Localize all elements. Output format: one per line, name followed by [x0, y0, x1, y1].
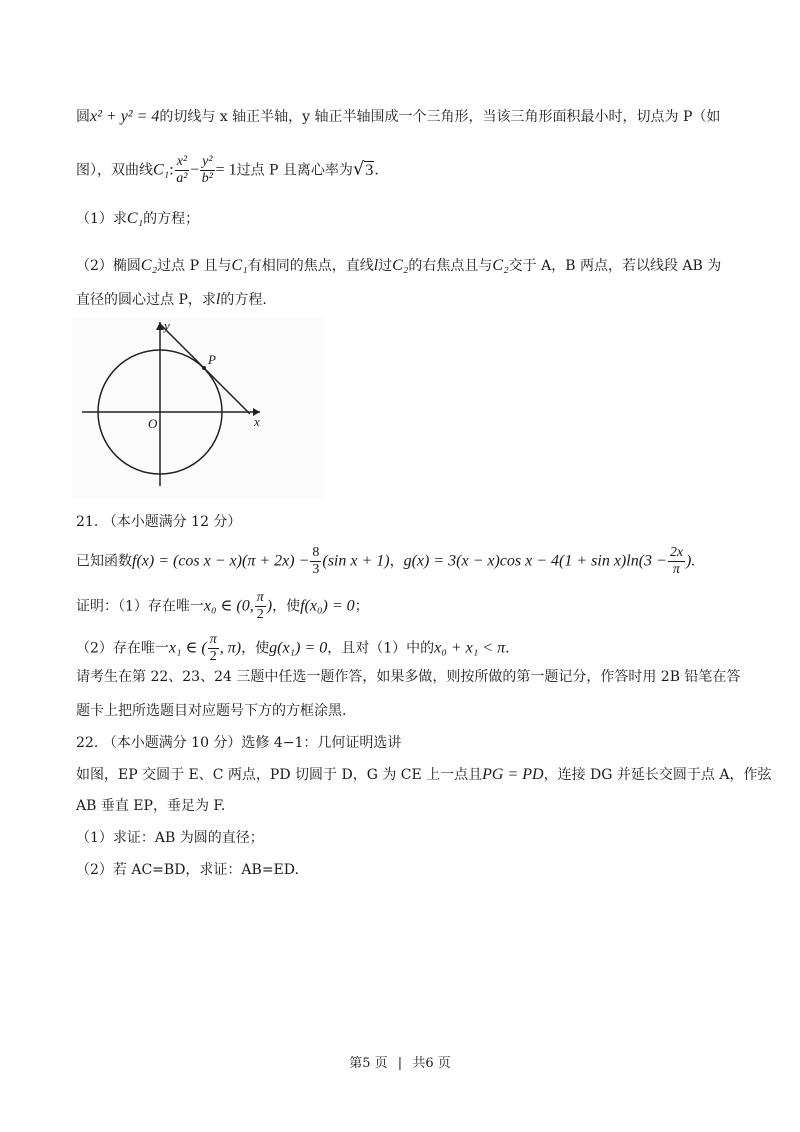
text: 的方程； [143, 211, 200, 227]
text: （2）存在唯一 [76, 640, 169, 657]
text: 题卡上把所选题目对应题号下方的方框涂黑. [76, 703, 347, 719]
instructions-line1 [76, 666, 740, 688]
text: ，使 [241, 640, 270, 657]
text: 直径的圆心过点 P，求 [76, 292, 216, 308]
q20-line2: 图），双曲线C₁: $\frac{\text{x²}}{\text{a²}}$ − $\frac{\text{y²}}{\text{b²}}$ = 1过点 P 且离心率为√3. [76, 154, 379, 186]
text: ； [354, 598, 369, 615]
text: 的方程. [220, 292, 267, 308]
q22-line2 [76, 795, 740, 817]
math-c2: C₂ [492, 257, 509, 274]
text: . [505, 640, 510, 657]
q22-header [76, 732, 740, 754]
q21-proof2 [76, 632, 740, 665]
text: ，连接 DG 并延长交圆于点 A，作弦 [543, 767, 772, 783]
text: ，且对（1）中的 [327, 640, 435, 657]
circle-tangent-figure [72, 318, 324, 498]
denominator: 2 [209, 649, 217, 664]
text: 如图，EP 交圆于 E、C 两点，PD 切圆于 D，G 为 CE 上一点且 [76, 767, 483, 783]
x1-interval: x₁ ∈ ( [168, 639, 207, 657]
text: （2）椭圆 [76, 258, 141, 274]
numerator: y² [202, 154, 213, 169]
label-y: y [164, 318, 170, 333]
fraction-x2-a2 [175, 154, 189, 187]
fraction-y2-b2 [200, 154, 214, 187]
text: 请考生在第 22、23、24 三题中任选一题作答，如果多做，则按所做的第一题记分，作答时用 2B 铅笔在答 [76, 669, 741, 685]
fraction-2x-pi [668, 545, 685, 578]
text: 过点 P 且离心率为 [236, 162, 353, 179]
math-c2: C₂ [392, 257, 409, 274]
math-c1: C₁ [231, 257, 248, 274]
text: ， [389, 553, 404, 570]
text: 交于 A，B 两点，若以线段 AB 为 [508, 258, 722, 274]
text: 圆 [76, 109, 90, 125]
math-c2: C₂ [140, 257, 158, 274]
equation-rhs: = 1 [215, 161, 237, 179]
figure-background [72, 318, 324, 498]
text: 图），双曲线 [76, 162, 153, 179]
denominator: 3 [312, 562, 320, 577]
figure-svg [72, 318, 324, 498]
page-number: 第5 页 [349, 1056, 388, 1071]
q22-part1 [76, 827, 740, 849]
q21-proof1 [76, 590, 740, 623]
q22-part2 [76, 859, 740, 881]
numerator: π [209, 632, 217, 647]
numerator: 2x [669, 545, 684, 560]
page-total: 共6 页 [412, 1056, 451, 1071]
text: 有相同的焦点，直线 [247, 258, 374, 274]
f-definition: f(x) = (cos x − x)(π + 2x) − [132, 552, 310, 570]
math-c1: C₁ [126, 210, 144, 227]
f-x0-eq: f(x₀) = 0 [300, 597, 355, 615]
math-l: l [215, 291, 221, 308]
numerator: x² [176, 154, 188, 169]
question-header: 21. （本小题满分 12 分） [76, 514, 242, 530]
point-p [202, 366, 206, 370]
hyperbola-name: C₁ [153, 161, 170, 179]
sqrt-value: 3 [365, 161, 374, 179]
page-footer [0, 1052, 800, 1071]
label-o: O [148, 416, 158, 431]
instructions-line2 [76, 700, 740, 722]
q20-part2-line1 [76, 255, 740, 277]
text: 已知函数 [76, 553, 132, 570]
fraction-pi-2 [208, 632, 219, 665]
q20-part1 [76, 208, 740, 230]
x0-interval-close: ) [266, 597, 273, 615]
text: 过 [378, 258, 393, 274]
denominator: π [672, 562, 680, 577]
text: 的切线与 x 轴正半轴，y 轴正半轴围成一个三角形，当该三角形面积最小时，切点为 P（如 [159, 109, 721, 125]
q21-header [76, 511, 740, 533]
text: . [374, 162, 379, 179]
fraction-8-3 [310, 545, 321, 578]
text: 证明：（1）存在唯一 [76, 598, 204, 615]
question-header: 22. （本小题满分 10 分）选修 4−1：几何证明选讲 [76, 735, 402, 751]
sum-inequality: x₀ + x₁ < π [434, 639, 506, 657]
text: （1）求 [76, 211, 127, 227]
numerator: π [256, 590, 264, 605]
q20-line1 [76, 106, 740, 128]
q20-part2-line2 [76, 289, 740, 311]
q21-given [76, 545, 740, 578]
text: （2）若 AC=BD，求证：AB=ED. [76, 862, 299, 878]
denominator: 2 [256, 607, 264, 622]
text: 的右焦点且与 [408, 258, 493, 274]
g-definition: g(x) = 3(x − x)cos x − 4(1 + sin x)ln(3 − [403, 552, 667, 570]
text: AB 垂直 EP，垂足为 F. [76, 798, 226, 814]
text: （1）求证：AB 为圆的直径； [76, 830, 264, 846]
denominator: b² [201, 171, 213, 186]
math-l: l [373, 257, 379, 274]
x1-interval-close: , π) [219, 639, 242, 657]
label-x: x [254, 414, 260, 429]
pg-eq-pd: PG = PD [482, 766, 544, 783]
circle-equation: x² + y² = 4 [90, 108, 160, 125]
g-definition-tail: ). [686, 552, 696, 570]
text: ，使 [272, 598, 301, 615]
label-p: P [208, 352, 216, 367]
q22-line1 [76, 764, 772, 786]
text: 过点 P 且与 [157, 258, 232, 274]
separator: | [397, 1056, 403, 1071]
denominator: a² [176, 171, 188, 186]
fraction-pi-2 [255, 590, 266, 623]
g-x1-eq: g(x₁) = 0 [269, 639, 328, 657]
f-definition-tail: (sin x + 1) [322, 552, 390, 570]
numerator: 8 [312, 545, 320, 560]
x0-interval: x₀ ∈ (0, [203, 597, 254, 615]
